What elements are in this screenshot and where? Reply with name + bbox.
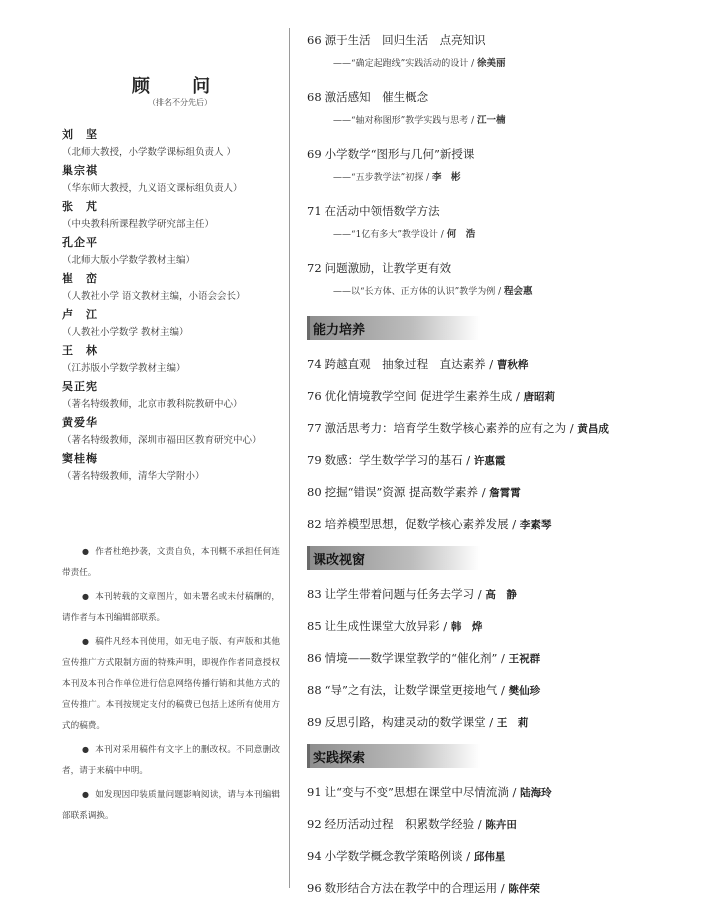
advisor-entry [62, 270, 284, 306]
toc-page-number: 74 [307, 357, 322, 371]
toc-author: 王祝群 [508, 653, 541, 665]
toc-subtitle: ——“轴对称图形”教学实践与思考 / [333, 116, 477, 126]
toc-entry[interactable] [307, 712, 717, 733]
toc-author: 黄昌成 [577, 423, 609, 435]
advisor-list [62, 126, 284, 486]
toc-title: 经历活动过程 积累数学经验 / [324, 817, 486, 831]
advisor-name: 巢宗祺 [62, 164, 98, 177]
toc-title: 让生成性课堂大放异彩 / [324, 619, 451, 633]
toc-page-number: 96 [307, 881, 322, 895]
toc-author: 唐昭莉 [523, 391, 555, 403]
toc-title: 数感：学生数学学习的基石 / [324, 453, 474, 467]
toc-entry[interactable] [307, 846, 717, 867]
toc-title: 激活感知 催生概念 [324, 90, 429, 104]
notice-item [62, 586, 280, 629]
toc-page-number: 77 [307, 421, 322, 435]
toc-author: 徐美丽 [476, 58, 506, 69]
advisor-name: 黄爱华 [62, 416, 98, 429]
advisor-name: 卢 江 [62, 308, 98, 321]
toc-title: “导”之有法，让数学课堂更接地气 / [324, 683, 509, 697]
toc-title: 数形结合方法在教学中的合理运用 / [324, 881, 509, 895]
toc-page-number: 82 [307, 517, 322, 531]
toc-page-number: 72 [307, 261, 322, 275]
toc-page-number: 89 [307, 715, 322, 729]
bullet-icon: ● [82, 790, 89, 799]
bullet-icon: ● [82, 547, 89, 556]
advisors-subtitle: （排名不分先后） [148, 98, 212, 107]
toc-entry[interactable] [307, 354, 717, 375]
toc-page-number: 91 [307, 785, 322, 799]
section-heading-label: 能力培养 [313, 323, 366, 338]
toc-author: 李 彬 [431, 172, 461, 183]
toc-page-number: 86 [307, 651, 322, 665]
toc-title: 源于生活 回归生活 点亮知识 [324, 33, 486, 47]
toc-title: 小学数学概念教学策略例谈 / [324, 849, 474, 863]
toc-author: 程会惠 [503, 286, 533, 297]
advisor-name: 窦桂梅 [62, 452, 98, 465]
toc-title: 让“变与不变”思想在课堂中尽情流淌 / [324, 785, 521, 799]
toc-subtitle: ——以“长方体、正方体的认识”教学为例 / [333, 287, 504, 297]
bullet-icon: ● [82, 592, 89, 601]
toc-entry[interactable] [307, 584, 717, 605]
toc-page-number: 69 [307, 147, 322, 161]
toc-title: 培养模型思想，促数学核心素养发展 / [324, 517, 520, 531]
toc-title: 情境——数学课堂教学的“催化剂” / [324, 651, 509, 665]
toc-title: 问题激励，让教学更有效 [324, 261, 452, 275]
notice-text: 稿件凡经本刊使用，如无电子版、有声版和其他宣传推广方式限制方面的特殊声明，即视作作者同意授权本刊及本刊合作单位进行信息网络传播行销和其他方式的宣传推广。本刊按规定支付的稿费已包括上述所有使用方式的稿费。 [62, 637, 280, 731]
advisor-name: 吴正宪 [62, 380, 98, 393]
toc-page-number: 71 [307, 204, 322, 218]
toc-author: 樊仙珍 [508, 685, 541, 697]
bullet-icon: ● [82, 745, 89, 754]
toc-entry[interactable] [307, 258, 717, 302]
toc-subtitle: ——“五步教学法”初探 / [333, 173, 432, 183]
advisors-title: 顾 问 [131, 76, 229, 97]
toc-title: 挖掘“错误”资源 提高数学素养 / [324, 485, 490, 499]
toc-author: 许惠霞 [473, 455, 506, 467]
toc-author: 高 静 [485, 589, 517, 601]
toc-author: 陈伴荣 [508, 883, 540, 895]
advisor-desc: （江苏版小学数学教材主编） [62, 363, 186, 374]
advisor-desc: （中央教科所课程教学研究部主任） [62, 219, 215, 230]
toc-entry[interactable] [307, 144, 717, 188]
notice-text: 如发现因印装质量问题影响阅读，请与本刊编辑部联系调换。 [62, 790, 280, 821]
toc-entry[interactable] [307, 386, 717, 407]
toc-subtitle: ——“确定起跑线”实践活动的设计 / [333, 59, 477, 69]
toc-author: 江一楠 [476, 115, 506, 126]
advisor-entry [62, 162, 284, 198]
advisor-desc: （著名特级教师，北京市教科院教研中心） [62, 399, 243, 410]
toc-title: 优化情境教学空间 促进学生素养生成 / [324, 389, 524, 403]
advisor-desc: （华东师大教授，九义语文课标组负责人） [62, 183, 243, 194]
section-heading [307, 744, 480, 768]
column-divider [289, 28, 290, 888]
toc-entry[interactable] [307, 514, 717, 535]
section-heading [307, 316, 480, 340]
section-heading [307, 546, 480, 570]
toc-author: 李素琴 [519, 519, 552, 531]
toc-page-number: 85 [307, 619, 322, 633]
advisor-entry [62, 306, 284, 342]
toc-page-number: 94 [307, 849, 322, 863]
notice-text: 作者杜绝抄袭，文责自负，本刊概不承担任何连带责任。 [62, 547, 280, 578]
toc-author: 何 浩 [446, 229, 476, 240]
toc-author: 曹秋桦 [496, 359, 529, 371]
toc-author: 邱伟星 [473, 851, 506, 863]
toc-page-number: 76 [307, 389, 322, 403]
toc-entry[interactable] [307, 482, 717, 503]
toc-author: 陈卉田 [485, 819, 517, 831]
bullet-icon: ● [82, 637, 89, 646]
toc-title: 让学生带着问题与任务去学习 / [324, 587, 486, 601]
advisor-entry [62, 450, 284, 486]
toc-author: 王 莉 [496, 717, 529, 729]
toc-subtitle: ——“1亿有多大”教学设计 / [333, 230, 447, 240]
advisor-entry [62, 378, 284, 414]
toc-title: 跨越直观 抽象过程 直达素养 / [324, 357, 497, 371]
notice-block [62, 541, 280, 829]
toc-page-number: 68 [307, 90, 322, 104]
advisor-desc: （著名特级教师，深圳市福田区教育研究中心） [62, 435, 262, 446]
toc-entry[interactable] [307, 201, 717, 245]
advisor-entry [62, 126, 284, 162]
toc-title: 反思引路，构建灵动的数学课堂 / [324, 715, 497, 729]
advisor-entry [62, 198, 284, 234]
advisor-desc: （人教社小学 语文教材主编，小语会会长） [62, 291, 246, 302]
notice-item [62, 739, 280, 782]
toc-page-number: 79 [307, 453, 322, 467]
advisor-name: 孔企平 [62, 236, 98, 249]
advisor-name: 崔 峦 [62, 272, 98, 285]
toc-page-number: 66 [307, 33, 322, 47]
toc-title: 小学数学“图形与几何”新授课 [324, 147, 475, 161]
toc-entry[interactable] [307, 450, 717, 471]
advisor-entry [62, 414, 284, 450]
notice-item [62, 784, 280, 827]
advisor-desc: （人教社小学数学 教材主编） [62, 327, 189, 338]
advisor-desc: （北师大教授，小学数学课标组负责人 ） [62, 147, 237, 158]
toc-entry[interactable] [307, 616, 717, 637]
toc-entry[interactable] [307, 878, 717, 899]
toc-entry[interactable] [307, 782, 717, 803]
notice-text: 本刊转载的文章图片，如未署名或未付稿酬的，请作者与本刊编辑部联系。 [62, 592, 280, 623]
toc-page-number: 83 [307, 587, 322, 601]
table-of-contents [307, 30, 717, 910]
toc-entry[interactable] [307, 680, 717, 701]
toc-author: 詹霄霄 [489, 487, 521, 499]
toc-page-number: 88 [307, 683, 322, 697]
toc-entry[interactable] [307, 814, 717, 835]
toc-entry[interactable] [307, 87, 717, 131]
notice-item [62, 631, 280, 737]
toc-page-number: 80 [307, 485, 322, 499]
section-heading-label: 实践探索 [313, 751, 366, 766]
notice-item [62, 541, 280, 584]
toc-title: 激活思考力：培育学生数学核心素养的应有之为 / [324, 421, 578, 435]
advisor-name: 王 林 [62, 344, 98, 357]
toc-author: 陆海玲 [520, 787, 552, 799]
notice-text: 本刊对采用稿件有文字上的删改权。不同意删改者，请于来稿中申明。 [62, 745, 280, 776]
advisor-name: 刘 坚 [62, 128, 98, 141]
advisor-desc: （著名特级教师，清华大学附小） [62, 471, 205, 482]
toc-entry[interactable] [307, 30, 717, 74]
toc-title: 在活动中领悟数学方法 [324, 204, 440, 218]
section-heading-label: 课改视窗 [313, 553, 366, 568]
toc-author: 韩 烨 [450, 621, 483, 633]
advisor-entry [62, 234, 284, 270]
toc-page-number: 92 [307, 817, 322, 831]
toc-entry[interactable] [307, 648, 717, 669]
advisor-desc: （北师大版小学数学教材主编） [62, 255, 196, 266]
advisor-name: 张 芃 [62, 200, 98, 213]
advisor-entry [62, 342, 284, 378]
toc-entry[interactable] [307, 418, 717, 439]
